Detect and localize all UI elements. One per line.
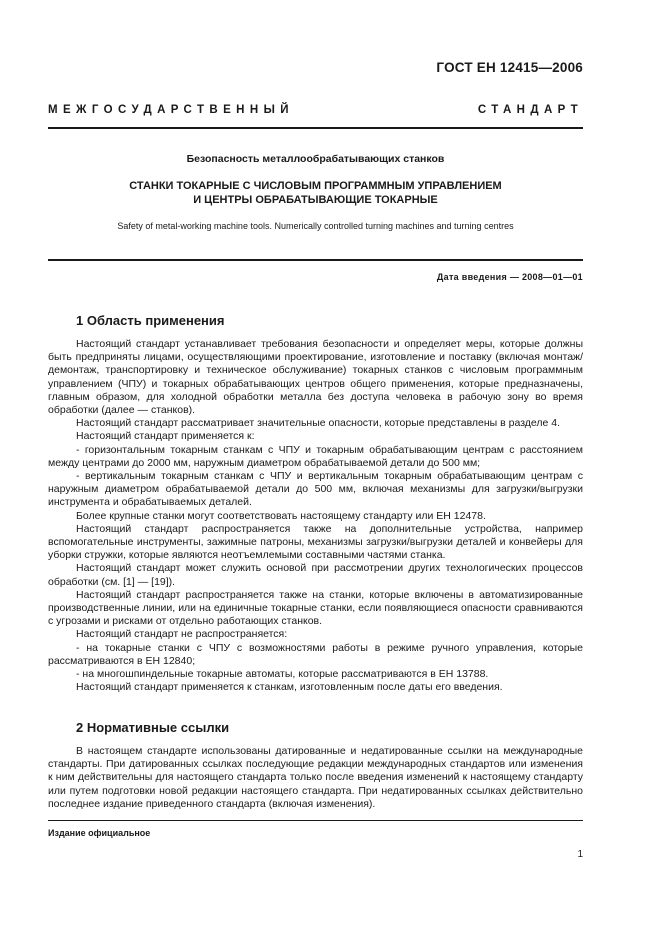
paragraph: Настоящий стандарт устанавливает требования безопасности и определяет меры, которые должны быть предприняты лицами, осуществляющими проектирование, изготовление и поставку (включая монтаж/демонтаж, транспортировку и техническое обслуживание) токарных станков с числовым программным управлением (ЧПУ) и токарных обрабатывающих центров общего применения, которые предназначены, главным образом, для холодной обработки металла без доступа человека в рабочую зону во время обработки (далее — станков). xyxy=(48,338,583,417)
page-number: 1 xyxy=(577,849,583,860)
paragraph: Настоящий стандарт применяется к станкам, изготовленным после даты его введения. xyxy=(76,681,503,694)
intro-date: Дата введения — 2008—01—01 xyxy=(436,272,583,282)
paragraph: Настоящий стандарт может служить основой при рассмотрении других технологических процессов обработки (см. [1] — [19]). xyxy=(48,562,583,588)
section-1-heading: 1 Область применения xyxy=(76,313,225,328)
standard-band: МЕЖГОСУДАРСТВЕННЫЙ СТАНДАРТ xyxy=(48,104,583,116)
paragraph: В настоящем стандарте использованы датированные и недатированные ссылки на международные стандарты. При датированных ссылках последующие редакции международных стандартов или изменения к ним действительны для настоящего стандарта только после введения изменений к настоящему стандарту или путем подготовки новой редакции настоящего стандарта. При недатированных ссылках действительно последнее издание приведенного стандарта (включая изменения). xyxy=(48,745,583,810)
section-2-body xyxy=(48,745,583,811)
paragraph: Настоящий стандарт распространяется также на станки, которые включены в автоматизированные производственные линии, или на единичные токарные станки, если появляющиеся опасности сравниваются с угрозами и рисками от отдельно работающих станков. xyxy=(48,588,583,628)
paragraph: Настоящий стандарт рассматривает значительные опасности, которые представлены в разделе 4. xyxy=(76,417,561,430)
subtitle: Безопасность металлообрабатывающих станков xyxy=(186,153,445,165)
section-2-heading: 2 Нормативные ссылки xyxy=(76,720,230,735)
top-rule xyxy=(48,127,583,129)
list-item: - на токарные станки с ЧПУ с возможностями работы в режиме ручного управления, которые рассматриваются в ЕН 12840; xyxy=(48,641,583,667)
paragraph: Настоящий стандарт не распространяется: xyxy=(76,628,288,641)
doc-number: ГОСТ ЕН 12415—2006 xyxy=(436,60,583,75)
bottom-rule xyxy=(48,820,583,821)
middle-rule xyxy=(48,259,583,261)
english-title: Safety of metal-working machine tools. Numerically controlled turning machines and turning centres xyxy=(117,221,514,231)
paragraph: Более крупные станки могут соответствовать настоящему стандарту или ЕН 12478. xyxy=(76,509,486,522)
list-item: - вертикальным токарным станкам с ЧПУ и вертикальным токарным обрабатывающим центрам с наружным диаметром обрабатываемой детали до 500 мм, включая механизмы для загрузки/выгрузки инструмента и обрабатываемых деталей. xyxy=(48,470,583,509)
paragraph: Настоящий стандарт распространяется также на дополнительные устройства, например вспомогательные инструменты, зажимные патроны, механизмы загрузки/выгрузки деталей и конвейеры для уборки стружки, которые являются неотъемлемыми составными частями станка. xyxy=(48,522,583,562)
edition-note: Издание официальное xyxy=(48,828,151,838)
main-title-line-1: СТАНКИ ТОКАРНЫЕ С ЧИСЛОВЫМ ПРОГРАММНЫМ УПРАВЛЕНИЕМ xyxy=(129,180,502,192)
main-title xyxy=(48,179,583,207)
list-item: - на многошпиндельные токарные автоматы, которые рассматриваются в ЕН 13788. xyxy=(76,668,489,681)
list-item: - горизонтальным токарным станкам с ЧПУ и токарным обрабатывающим центрам с расстоянием между центрами до 2000 мм, наружным диаметром обрабатываемой детали до 500 мм; xyxy=(48,443,583,469)
paragraph: Настоящий стандарт применяется к: xyxy=(76,430,255,443)
section-1-body xyxy=(48,338,583,694)
main-title-line-2: И ЦЕНТРЫ ОБРАБАТЫВАЮЩИЕ ТОКАРНЫЕ xyxy=(193,194,438,206)
